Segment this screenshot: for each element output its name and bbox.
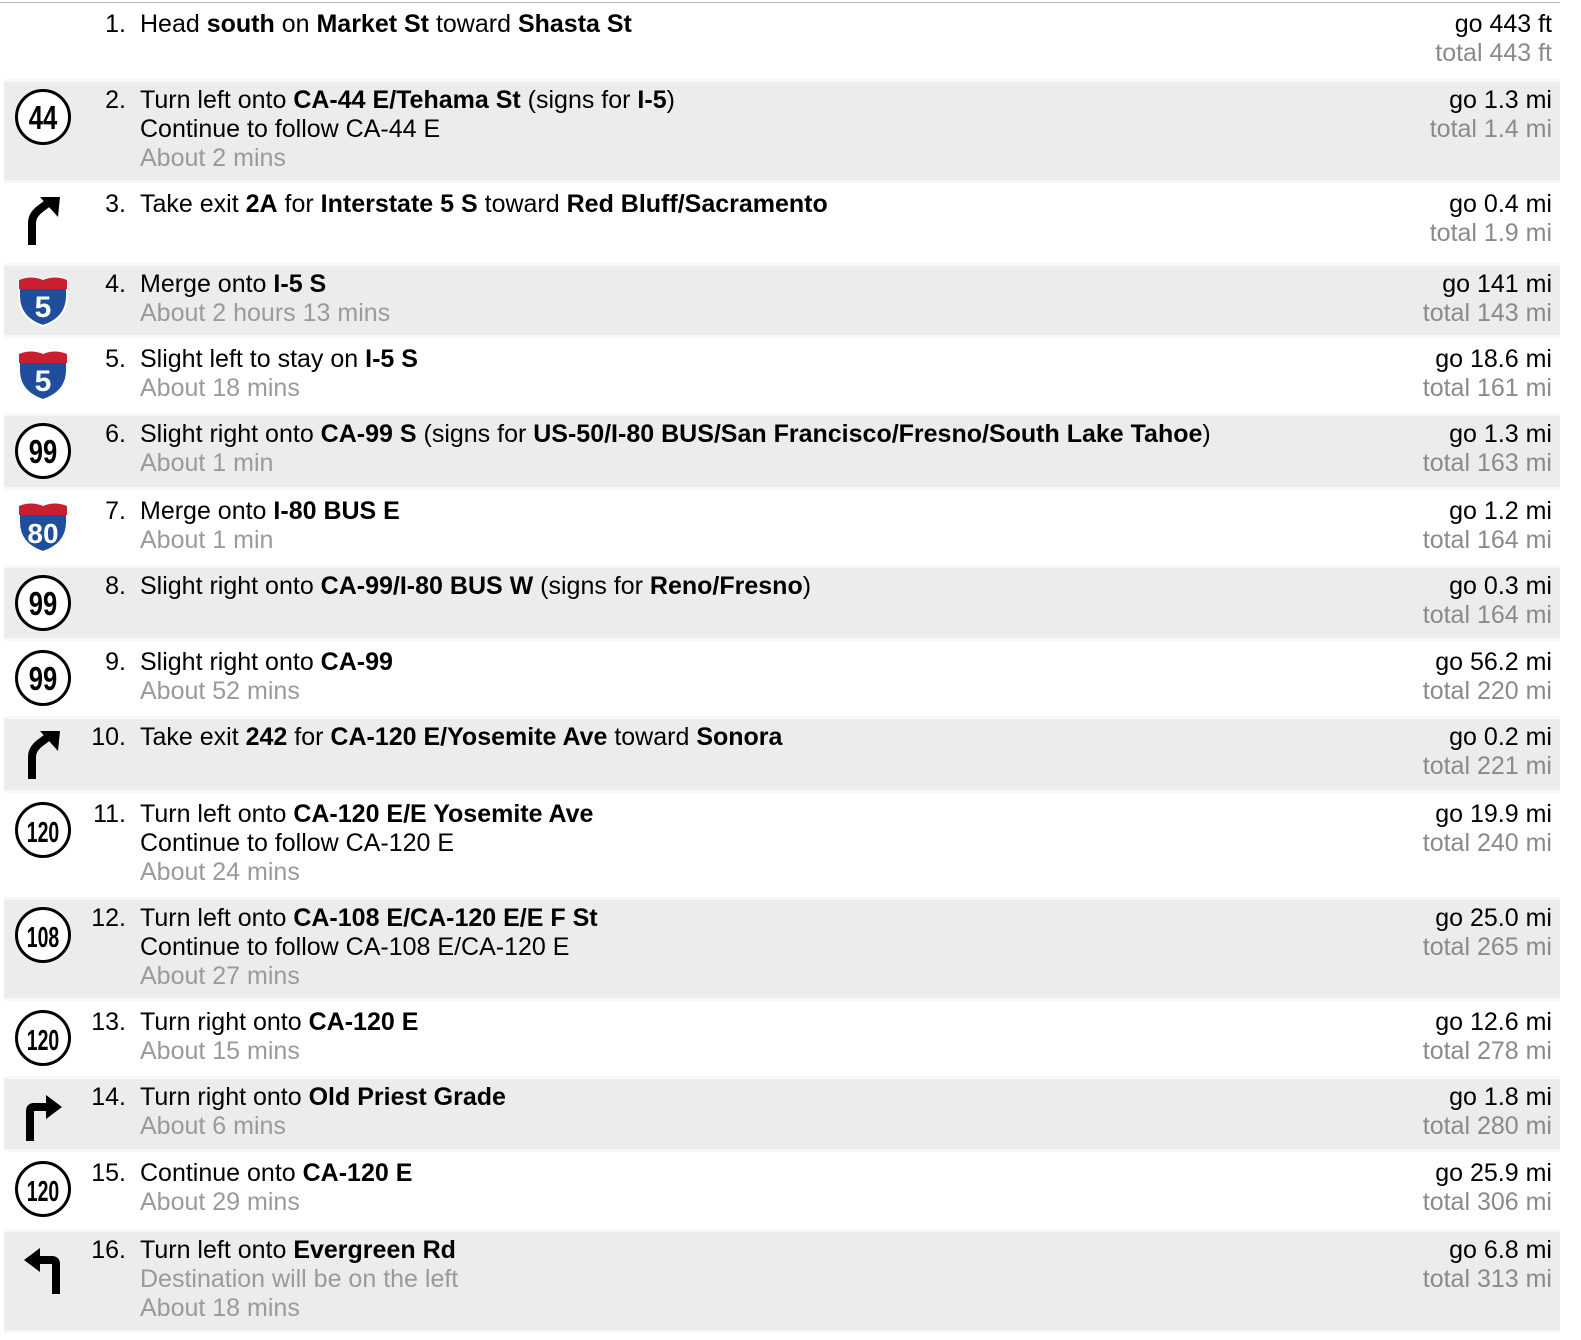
instruction-text: (signs for <box>533 572 650 600</box>
shield-number: 5 <box>34 291 52 324</box>
instruction-text: Slight right onto <box>140 572 321 600</box>
step-distance <box>1430 190 1552 248</box>
step-number: 8. <box>105 572 126 600</box>
total-distance: total 161 mi <box>1422 374 1552 402</box>
instruction-text: Turn left onto <box>140 800 294 828</box>
step-number: 2. <box>105 86 126 114</box>
segment-distance: go 443 ft <box>1454 10 1552 38</box>
total-distance: total 1.9 mi <box>1429 219 1552 247</box>
direction-step[interactable] <box>4 1229 1560 1333</box>
segment-distance: go 25.9 mi <box>1435 1159 1552 1187</box>
step-number: 4. <box>105 270 126 298</box>
instruction-line <box>140 190 828 219</box>
direction-step[interactable] <box>4 565 1560 641</box>
shield-number: 99 <box>28 660 58 698</box>
segment-distance: go 0.2 mi <box>1449 723 1552 751</box>
shield-number: 99 <box>28 433 58 471</box>
step-distance <box>1435 10 1552 68</box>
step-note: About 29 mins <box>140 1188 300 1216</box>
segment-distance: go 1.3 mi <box>1449 420 1552 448</box>
step-number: 13. <box>91 1008 126 1036</box>
step-instruction <box>140 1008 418 1066</box>
road-name: I-80 BUS E <box>273 497 400 525</box>
segment-distance: go 0.3 mi <box>1449 572 1552 600</box>
segment-distance: go 1.8 mi <box>1449 1083 1552 1111</box>
step-note: About 6 mins <box>140 1112 286 1140</box>
segment-distance: go 56.2 mi <box>1435 648 1552 676</box>
step-distance <box>1423 1008 1552 1066</box>
direction-step[interactable] <box>4 1076 1560 1152</box>
total-distance: total 143 mi <box>1422 299 1552 327</box>
shield-number: 99 <box>28 585 58 623</box>
step-number: 3. <box>105 190 126 218</box>
direction-step[interactable] <box>4 1001 1560 1076</box>
direction-step[interactable] <box>4 716 1560 793</box>
instruction-text: Continue to follow CA-120 E <box>140 829 455 857</box>
instruction-line <box>140 86 675 115</box>
road-name: 2A <box>245 190 278 218</box>
step-note: About 2 hours 13 mins <box>140 299 391 327</box>
direction-step[interactable] <box>4 3 1560 79</box>
road-name: CA-108 E/CA-120 E/E F St <box>293 904 598 932</box>
total-distance: total 163 mi <box>1422 449 1552 477</box>
instruction-line <box>140 497 400 526</box>
step-distance <box>1423 648 1552 706</box>
road-name: Old Priest Grade <box>308 1083 506 1111</box>
road-name: 242 <box>245 723 288 751</box>
instruction-line <box>140 904 598 933</box>
instruction-line <box>140 648 393 677</box>
step-number: 9. <box>105 648 126 676</box>
road-name: CA-120 E <box>302 1159 413 1187</box>
road-name: south <box>206 10 275 38</box>
direction-step[interactable] <box>4 1152 1560 1229</box>
instruction-text: toward <box>607 723 697 751</box>
instruction-text: for <box>287 723 331 751</box>
step-instruction <box>140 1236 458 1323</box>
direction-step[interactable] <box>4 897 1560 1001</box>
instruction-line <box>140 572 811 601</box>
total-distance: total 221 mi <box>1422 752 1552 780</box>
step-note: About 18 mins <box>140 1294 300 1322</box>
total-distance: total 164 mi <box>1422 601 1552 629</box>
segment-distance: go 12.6 mi <box>1435 1008 1552 1036</box>
road-name: CA-120 E/Yosemite Ave <box>330 723 608 751</box>
step-instruction <box>140 10 632 39</box>
instruction-text: ) <box>666 86 675 114</box>
road-name: Reno/Fresno <box>649 572 803 600</box>
road-name: I-5 <box>637 86 667 114</box>
instruction-text: ) <box>802 572 812 600</box>
step-distance <box>1423 420 1552 478</box>
step-instruction <box>140 345 418 403</box>
step-note: About 1 min <box>140 449 274 477</box>
segment-distance: go 1.2 mi <box>1449 497 1552 525</box>
instruction-text: on <box>274 10 317 38</box>
step-instruction <box>140 648 393 706</box>
instruction-text: for <box>277 190 321 218</box>
instruction-text: Merge onto <box>140 270 274 298</box>
step-number: 16. <box>91 1236 126 1264</box>
step-note: About 27 mins <box>140 962 300 990</box>
step-distance <box>1423 800 1552 858</box>
instruction-line <box>140 1236 458 1265</box>
step-distance <box>1423 904 1552 962</box>
step-number: 10. <box>91 723 126 751</box>
step-number: 1. <box>105 10 126 38</box>
road-name: Market St <box>316 10 430 38</box>
instruction-text: Continue onto <box>140 1159 303 1187</box>
road-name: CA-99/I-80 BUS W <box>320 572 534 600</box>
step-distance <box>1423 1083 1552 1141</box>
step-instruction <box>140 800 593 887</box>
road-name: Sonora <box>696 723 783 751</box>
step-note: Destination will be on the left <box>140 1265 459 1293</box>
step-instruction <box>140 904 598 991</box>
step-number: 14. <box>91 1083 126 1111</box>
road-name: US-50/I-80 BUS/San Francisco/Fresno/South Lake Tahoe <box>533 420 1203 448</box>
instruction-line <box>140 1083 506 1112</box>
instruction-text: Take exit <box>140 723 246 751</box>
direction-step[interactable] <box>4 263 1560 338</box>
shield-number: 120 <box>26 1025 60 1057</box>
step-distance <box>1423 1159 1552 1217</box>
step-instruction <box>140 270 390 328</box>
step-number: 11. <box>93 800 126 828</box>
step-note: About 15 mins <box>140 1037 300 1065</box>
instruction-line <box>140 345 418 374</box>
direction-step[interactable] <box>4 793 1560 897</box>
total-distance: total 265 mi <box>1422 933 1552 961</box>
segment-distance: go 25.0 mi <box>1435 904 1552 932</box>
road-name: I-5 S <box>273 270 327 298</box>
direction-step[interactable] <box>4 641 1560 716</box>
instruction-line <box>140 420 1211 449</box>
instruction-text: (signs for <box>416 420 534 448</box>
segment-distance: go 6.8 mi <box>1449 1236 1552 1264</box>
total-distance: total 1.4 mi <box>1429 115 1552 143</box>
shield-number: 108 <box>26 922 60 954</box>
total-distance: total 220 mi <box>1422 677 1552 705</box>
road-name: CA-120 E <box>308 1008 419 1036</box>
direction-step[interactable] <box>4 338 1560 413</box>
road-name: CA-120 E/E Yosemite Ave <box>293 800 594 828</box>
direction-step[interactable] <box>4 490 1560 565</box>
instruction-line <box>140 723 782 752</box>
shield-number: 5 <box>34 365 52 398</box>
instruction-text: toward <box>477 190 567 218</box>
shield-number: 44 <box>28 99 58 137</box>
total-distance: total 164 mi <box>1422 526 1552 554</box>
step-distance <box>1423 1236 1552 1294</box>
road-name: CA-99 <box>320 648 393 676</box>
instruction-text: Take exit <box>140 190 246 218</box>
step-number: 5. <box>105 345 126 373</box>
instruction-text: Slight right onto <box>140 648 321 676</box>
instruction-line <box>140 800 593 829</box>
step-instruction <box>140 572 811 601</box>
road-name: Red Bluff/Sacramento <box>566 190 828 218</box>
instruction-text: (signs for <box>520 86 638 114</box>
road-name: Evergreen Rd <box>293 1236 456 1264</box>
direction-step[interactable] <box>4 79 1560 183</box>
step-distance <box>1423 723 1552 781</box>
instruction-text: Continue to follow CA-108 E/CA-120 E <box>140 933 570 961</box>
step-distance <box>1423 345 1552 403</box>
shield-number: 120 <box>26 817 60 849</box>
step-number: 7. <box>105 497 126 525</box>
segment-distance: go 19.9 mi <box>1435 800 1552 828</box>
step-instruction <box>140 86 675 173</box>
instruction-text: toward <box>429 10 518 38</box>
step-instruction <box>140 190 828 219</box>
step-distance <box>1430 86 1552 144</box>
instruction-text: ) <box>1202 420 1211 448</box>
step-instruction <box>140 1083 506 1141</box>
continuation-line <box>140 933 598 962</box>
instruction-line <box>140 1159 412 1188</box>
instruction-text: Merge onto <box>140 497 274 525</box>
step-note: About 1 min <box>140 526 274 554</box>
segment-distance: go 1.3 mi <box>1449 86 1552 114</box>
total-distance: total 443 ft <box>1435 39 1552 67</box>
total-distance: total 280 mi <box>1422 1112 1552 1140</box>
shield-number: 80 <box>27 518 59 549</box>
instruction-text: Head <box>140 10 207 38</box>
step-note: About 2 mins <box>140 144 286 172</box>
shield-number: 120 <box>26 1176 60 1208</box>
instruction-line <box>140 1008 418 1037</box>
road-name: Shasta St <box>517 10 632 38</box>
step-distance <box>1423 497 1552 555</box>
step-instruction <box>140 497 400 555</box>
instruction-text: Slight right onto <box>140 420 321 448</box>
continuation-line <box>140 115 675 144</box>
continuation-line <box>140 829 593 858</box>
step-note: About 24 mins <box>140 858 300 886</box>
step-number: 12. <box>91 904 126 932</box>
direction-step[interactable] <box>4 413 1560 490</box>
segment-distance: go 0.4 mi <box>1449 190 1552 218</box>
total-distance: total 306 mi <box>1422 1188 1552 1216</box>
step-instruction <box>140 723 782 752</box>
instruction-text: Slight left to stay on <box>140 345 366 373</box>
road-name: I-5 S <box>365 345 418 373</box>
step-number: 6. <box>105 420 126 448</box>
instruction-text: Turn right onto <box>140 1083 309 1111</box>
instruction-line <box>140 270 390 299</box>
instruction-text: Turn right onto <box>140 1008 309 1036</box>
total-distance: total 240 mi <box>1422 829 1552 857</box>
step-instruction <box>140 1159 412 1217</box>
road-name: Interstate 5 S <box>320 190 478 218</box>
step-distance <box>1423 572 1552 630</box>
step-note: About 52 mins <box>140 677 300 705</box>
step-number: 15. <box>91 1159 126 1187</box>
road-name: CA-99 S <box>320 420 417 448</box>
total-distance: total 313 mi <box>1422 1265 1552 1293</box>
direction-step[interactable] <box>4 183 1560 263</box>
road-name: CA-44 E/Tehama St <box>293 86 521 114</box>
step-note: About 18 mins <box>140 374 300 402</box>
total-distance: total 278 mi <box>1422 1037 1552 1065</box>
segment-distance: go 141 mi <box>1442 270 1552 298</box>
instruction-line <box>140 10 632 39</box>
instruction-text: Turn left onto <box>140 904 294 932</box>
segment-distance: go 18.6 mi <box>1435 345 1552 373</box>
instruction-text: Continue to follow CA-44 E <box>140 115 441 143</box>
step-distance <box>1423 270 1552 328</box>
instruction-text: Turn left onto <box>140 1236 294 1264</box>
step-instruction <box>140 420 1211 478</box>
instruction-text: Turn left onto <box>140 86 294 114</box>
